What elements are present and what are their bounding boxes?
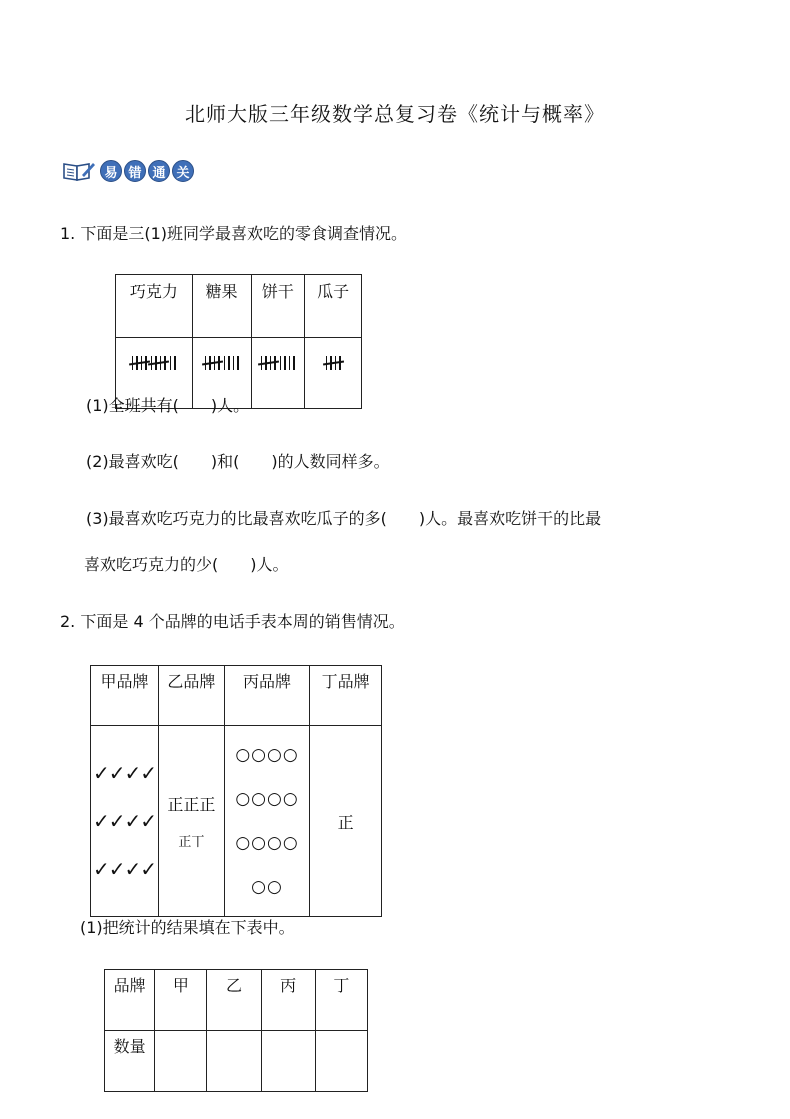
header-cell: 丙 — [261, 970, 315, 1031]
question-2-text: 2. 下面是 4 个品牌的电话手表本周的销售情况。 — [60, 612, 405, 631]
header-cell: 丁 — [315, 970, 367, 1031]
badge-yi: 易 — [100, 160, 122, 182]
tally-stroke — [289, 356, 291, 370]
tally-stroke — [164, 356, 166, 370]
header-cell: 品牌 — [105, 970, 155, 1031]
header-cell: 乙 — [207, 970, 261, 1031]
checkmark-row: ✓✓✓✓ — [92, 857, 156, 881]
circle-row: ○○○○ — [235, 833, 299, 853]
tally-stroke — [284, 356, 286, 370]
tally-stroke — [218, 356, 220, 370]
table-row — [91, 666, 382, 726]
tally-stroke — [274, 356, 276, 370]
tally-stroke — [228, 356, 230, 370]
header-cell: 丙品牌 — [224, 666, 310, 726]
checkmark-row: ✓✓✓✓ — [92, 761, 156, 785]
header-cell: 饼干 — [251, 275, 305, 338]
answer-table — [104, 969, 368, 1092]
header-cell: 乙品牌 — [158, 666, 224, 726]
tally-group — [261, 356, 276, 370]
tally-group — [170, 356, 176, 370]
tally-group — [280, 356, 295, 370]
circle-row: ○○○○ — [235, 789, 299, 809]
question-1-sub-2: (2)最喜欢吃( )和( )的人数同样多。 — [86, 452, 390, 471]
header-cell: 甲 — [155, 970, 207, 1031]
header-cell: 丁品牌 — [310, 666, 382, 726]
tally-stroke — [233, 356, 235, 370]
circle-row: ○○ — [251, 877, 283, 897]
watch-sales-table — [90, 665, 382, 917]
snack-survey-table — [115, 274, 362, 409]
tally-stroke — [280, 356, 282, 370]
tally-stroke — [237, 356, 239, 370]
section-header — [62, 160, 194, 182]
zheng-tally: 正正正 — [167, 795, 216, 814]
badge-tong: 通 — [148, 160, 170, 182]
question-1-text: 1. 下面是三(1)班同学最喜欢吃的零食调查情况。 — [60, 224, 408, 243]
table-row — [105, 970, 368, 1031]
question-2-sub-1: (1)把统计的结果填在下表中。 — [80, 918, 295, 937]
question-1-sub-1: (1)全班共有( )人。 — [86, 396, 250, 415]
brand-jia-cell — [91, 726, 159, 917]
tally-group — [224, 356, 239, 370]
badge-guan: 关 — [172, 160, 194, 182]
tally-marks — [261, 352, 295, 370]
tally-group — [151, 356, 166, 370]
tally-stroke — [293, 356, 295, 370]
tally-group — [205, 356, 220, 370]
page-title: 北师大版三年级数学总复习卷《统计与概率》 — [185, 102, 605, 126]
tally-stroke — [145, 356, 147, 370]
tally-stroke — [339, 356, 341, 370]
tally-group — [326, 356, 341, 370]
table-row — [105, 1031, 368, 1092]
row-label-cell: 数量 — [105, 1031, 155, 1092]
tally-marks — [326, 352, 341, 370]
question-1-sub-3-cont: 喜欢吃巧克力的少( )人。 — [84, 555, 289, 574]
header-cell: 瓜子 — [305, 275, 362, 338]
circle-row: ○○○○ — [235, 745, 299, 765]
zheng-tally: 正丅 — [178, 835, 205, 850]
table-row — [116, 275, 362, 338]
answer-cell[interactable] — [315, 1031, 367, 1092]
header-cell: 糖果 — [192, 275, 251, 338]
tally-marks — [132, 352, 176, 370]
tally-stroke — [170, 356, 172, 370]
brand-yi-cell — [158, 726, 224, 917]
tally-cell — [305, 338, 362, 409]
tally-cell — [251, 338, 305, 409]
checkmark-row: ✓✓✓✓ — [92, 809, 156, 833]
tally-group — [132, 356, 147, 370]
header-cell: 甲品牌 — [91, 666, 159, 726]
brand-bing-cell — [224, 726, 310, 917]
tally-marks — [205, 352, 239, 370]
question-1-sub-3: (3)最喜欢吃巧克力的比最喜欢吃瓜子的多( )人。最喜欢吃饼干的比最 — [86, 509, 602, 528]
tally-stroke — [174, 356, 176, 370]
badge-cuo: 错 — [124, 160, 146, 182]
answer-cell[interactable] — [155, 1031, 207, 1092]
book-pencil-icon — [62, 160, 96, 182]
brand-ding-cell: 正 — [310, 726, 382, 917]
tally-stroke — [224, 356, 226, 370]
answer-cell[interactable] — [261, 1031, 315, 1092]
answer-cell[interactable] — [207, 1031, 261, 1092]
header-cell: 巧克力 — [116, 275, 193, 338]
table-row — [91, 726, 382, 917]
